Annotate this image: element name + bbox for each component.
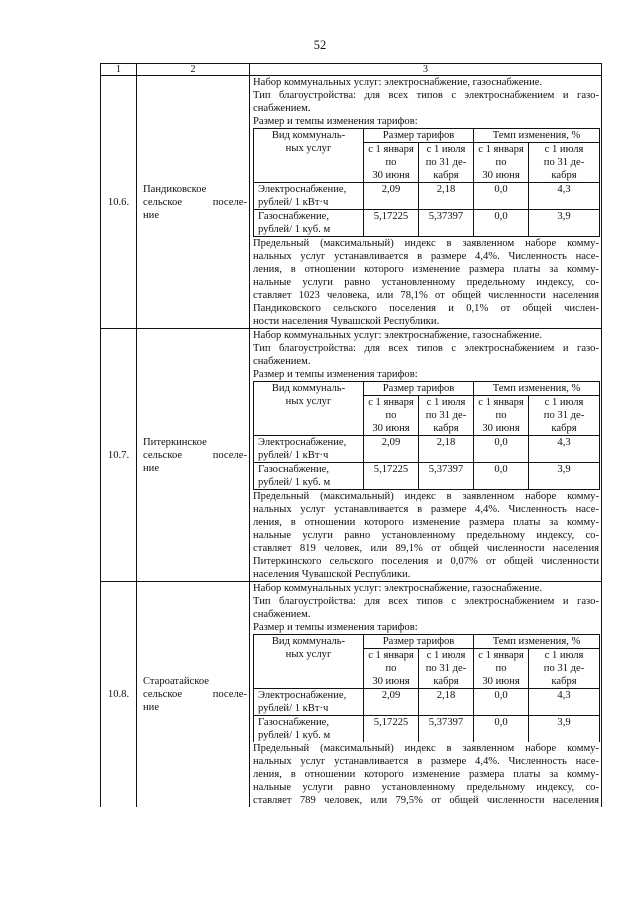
improvement-type-text: Тип благоустройства: для всех типов с электроснабжением и газо- <box>253 596 599 607</box>
change-rate-header: Темп изменения, % <box>474 635 600 649</box>
tariff-value: 5,17225 <box>364 210 419 237</box>
price-index-text: Предельный (максимальный) индекс в заявленном наборе комму- нальных услуг устанавливается в размере 4,4%. Численность насе- ления, в отношении которого изменение размера платы за комму- нальные услуги равно установленному предельному индексу, со- ставляет 819 человек, или 89,1% от общей численности населения Питеркинского сельского поселения и 0,07% от общей численности населения Чувашской Республики. <box>253 491 599 580</box>
settlement-details <box>250 582 602 808</box>
gas-label: Газоснабжение, рублей/ 1 куб. м <box>254 210 364 237</box>
gas-row <box>254 463 600 490</box>
settlement-name-line: сельское поселе- <box>143 689 247 700</box>
tariff-value: 5,17225 <box>364 463 419 490</box>
tariff-heading: Размер и темпы изменения тарифов: <box>253 622 418 633</box>
settlement-name-line: ние <box>143 209 160 221</box>
tariff-value: 5,37397 <box>419 463 474 490</box>
rate-value: 0,0 <box>474 183 529 210</box>
period-jul-dec: с 1 июля по 31 де- кабря <box>529 649 600 689</box>
settlement-name <box>137 329 250 582</box>
settlement-name-line: сельское поселе- <box>143 449 247 461</box>
gas-label: Газоснабжение, рублей/ 1 куб. м <box>254 463 364 490</box>
service-kind-header-line: ных услуг <box>285 649 332 660</box>
settlement-name-line: сельское поселе- <box>143 196 247 208</box>
tariff-value: 5,37397 <box>419 716 474 743</box>
service-kind-header <box>254 382 364 436</box>
service-kind-header-line: Вид коммуналь- <box>271 130 346 141</box>
electricity-label: Электроснабжение, рублей/ 1 кВт·ч <box>254 436 364 463</box>
gas-row <box>254 210 600 237</box>
rate-value: 3,9 <box>529 716 600 743</box>
service-kind-header <box>254 129 364 183</box>
settlement-details <box>250 329 602 582</box>
period-jul-dec: с 1 июля по 31 де- кабря <box>529 396 600 436</box>
column-number-3: 3 <box>250 64 602 76</box>
tariff-value: 5,17225 <box>364 716 419 743</box>
period-jan-jun: с 1 января по 30 июня <box>474 143 529 183</box>
tariff-subtable <box>253 634 600 742</box>
rate-value: 4,3 <box>529 183 600 210</box>
period-jul-dec: с 1 июля по 31 де- кабря <box>419 649 474 689</box>
subtable-header-row <box>254 382 600 396</box>
improvement-type-text: Тип благоустройства: для всех типов с электроснабжением и газо- <box>253 343 599 354</box>
change-rate-header: Темп изменения, % <box>474 129 600 143</box>
tariff-subtable <box>253 128 600 237</box>
tariff-heading: Размер и темпы изменения тарифов: <box>253 369 418 380</box>
settlement-name-line: Староатайское <box>143 676 209 687</box>
rate-value: 0,0 <box>474 463 529 490</box>
services-set-text: Набор коммунальных услуг: электроснабжение, газоснабжение. <box>253 77 543 88</box>
tariff-value: 2,09 <box>364 689 419 716</box>
tariff-size-header: Размер тарифов <box>364 129 474 143</box>
settlement-name <box>137 582 250 808</box>
entry-number: 10.7. <box>101 329 137 582</box>
tariff-subtable <box>253 381 600 490</box>
improvement-type-text: снабжением. <box>253 609 311 620</box>
rate-value: 4,3 <box>529 689 600 716</box>
rate-value: 0,0 <box>474 716 529 743</box>
rate-value: 3,9 <box>529 463 600 490</box>
gas-row <box>254 716 600 743</box>
tariff-size-header: Размер тарифов <box>364 382 474 396</box>
rate-value: 0,0 <box>474 689 529 716</box>
gas-label: Газоснабжение, рублей/ 1 куб. м <box>254 716 364 743</box>
services-set-text: Набор коммунальных услуг: электроснабжение, газоснабжение. <box>253 330 543 341</box>
period-jan-jun: с 1 января по 30 июня <box>364 143 419 183</box>
column-number-row <box>101 64 602 76</box>
electricity-row <box>254 436 600 463</box>
period-jan-jun: с 1 января по 30 июня <box>364 396 419 436</box>
period-jan-jun: с 1 января по 30 июня <box>474 649 529 689</box>
column-number-2: 2 <box>137 64 250 76</box>
improvement-type-text: снабжением. <box>253 356 311 367</box>
service-kind-header-line: Вид коммуналь- <box>271 383 346 394</box>
price-index-text: Предельный (максимальный) индекс в заявленном наборе комму- нальных услуг устанавливается в размере 4,4%. Численность насе- ления, в отношении которого изменение размера платы за комму- нальные услуги равно установленному предельному индексу, со- ставляет 789 человек, или 79,5% от общей численности населения <box>253 743 599 806</box>
tariff-value: 2,18 <box>419 183 474 210</box>
tariff-value: 5,37397 <box>419 210 474 237</box>
change-rate-header: Темп изменения, % <box>474 382 600 396</box>
electricity-row <box>254 689 600 716</box>
period-jul-dec: с 1 июля по 31 де- кабря <box>419 143 474 183</box>
settlement-row <box>101 329 602 582</box>
entry-number: 10.6. <box>101 76 137 329</box>
settlement-name-line: ние <box>143 462 160 474</box>
price-index-text: Предельный (максимальный) индекс в заявленном наборе комму- нальных услуг устанавливается в размере 4,4%. Численность насе- ления, в отношении которого изменение размера платы за комму- нальные услуги равно установленному предельному индексу, со- ставляет 1023 человека, или 78,1% от общей численности населения Пандиковского сельского поселения и 0,1% от общей числен- ности населения Чувашской Республики. <box>253 238 599 327</box>
electricity-label: Электроснабжение, рублей/ 1 кВт·ч <box>254 689 364 716</box>
settlement-name-line: Пандиковское <box>143 183 207 195</box>
settlement-name-line: ние <box>143 702 160 713</box>
service-kind-header-line: ных услуг <box>285 143 332 154</box>
service-kind-header-line: ных услуг <box>285 396 332 407</box>
settlement-row <box>101 582 602 808</box>
subtable-header-row <box>254 635 600 649</box>
period-jul-dec: с 1 июля по 31 де- кабря <box>529 143 600 183</box>
service-kind-header-line: Вид коммуналь- <box>271 636 346 647</box>
tariff-table <box>100 63 602 807</box>
rate-value: 0,0 <box>474 436 529 463</box>
tariff-value: 2,09 <box>364 436 419 463</box>
settlement-name-line: Питеркинское <box>143 436 207 448</box>
settlement-details <box>250 76 602 329</box>
period-jan-jun: с 1 января по 30 июня <box>364 649 419 689</box>
services-set-text: Набор коммунальных услуг: электроснабжение, газоснабжение. <box>253 583 543 594</box>
period-jan-jun: с 1 января по 30 июня <box>474 396 529 436</box>
service-kind-header <box>254 635 364 689</box>
electricity-label: Электроснабжение, рублей/ 1 кВт·ч <box>254 183 364 210</box>
page-number: 52 <box>313 38 327 52</box>
rate-value: 3,9 <box>529 210 600 237</box>
tariff-value: 2,09 <box>364 183 419 210</box>
rate-value: 0,0 <box>474 210 529 237</box>
improvement-type-text: снабжением. <box>253 103 311 114</box>
tariff-value: 2,18 <box>419 436 474 463</box>
subtable-header-row <box>254 129 600 143</box>
electricity-row <box>254 183 600 210</box>
entry-number: 10.8. <box>101 582 137 808</box>
tariff-heading: Размер и темпы изменения тарифов: <box>253 116 418 127</box>
settlement-name <box>137 76 250 329</box>
improvement-type-text: Тип благоустройства: для всех типов с электроснабжением и газо- <box>253 90 599 101</box>
tariff-value: 2,18 <box>419 689 474 716</box>
period-jul-dec: с 1 июля по 31 де- кабря <box>419 396 474 436</box>
settlement-row <box>101 76 602 329</box>
rate-value: 4,3 <box>529 436 600 463</box>
tariff-size-header: Размер тарифов <box>364 635 474 649</box>
column-number-1: 1 <box>101 64 137 76</box>
